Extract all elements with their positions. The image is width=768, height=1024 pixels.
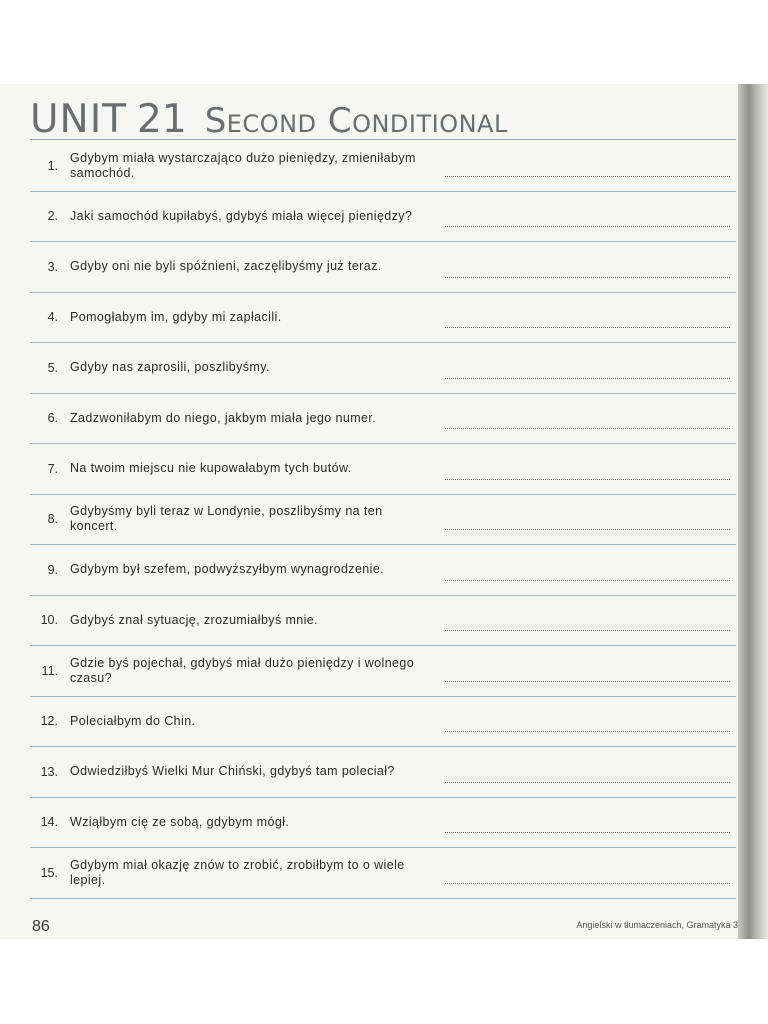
exercise-sentence: Gdybyś znał sytuację, zrozumiałbyś mnie. bbox=[70, 612, 319, 627]
exercise-sentence: Na twoim miejscu nie kupowałabym tych butów. bbox=[70, 461, 352, 476]
exercise-sentence: Jaki samochód kupiłabyś, gdybyś miała więcej pieniędzy? bbox=[70, 208, 413, 223]
exercise-number: 13. bbox=[40, 764, 58, 779]
exercise-number: 8. bbox=[47, 512, 58, 527]
exercise-number: 7. bbox=[47, 461, 58, 476]
exercise-number: 9. bbox=[47, 562, 58, 577]
page-number: 86 bbox=[32, 918, 50, 935]
exercise-row bbox=[30, 444, 736, 495]
exercise-sentence: Gdyby nas zaprosili, poszlibyśmy. bbox=[70, 360, 270, 375]
exercise-number: 10. bbox=[40, 613, 58, 628]
exercise-number: 3. bbox=[47, 259, 58, 274]
exercise-sentence: Gdzie byś pojechał, gdybyś miał dużo pieniędzy i wolnego czasu? bbox=[70, 655, 415, 685]
exercise-sentence: Gdybyśmy byli teraz w Londynie, poszlibyśmy na ten koncert. bbox=[70, 504, 383, 534]
exercise-row bbox=[30, 495, 736, 546]
answer-line bbox=[445, 327, 730, 328]
answer-line bbox=[445, 883, 730, 884]
exercise-number: 4. bbox=[47, 310, 58, 325]
answer-line bbox=[445, 681, 730, 682]
exercise-sentence: Zadzwoniłabym do niego, jakbym miała jego numer. bbox=[70, 410, 377, 425]
exercise-row bbox=[30, 293, 736, 344]
exercise-number: 5. bbox=[47, 360, 58, 375]
exercise-number: 1. bbox=[47, 158, 58, 173]
exercise-number: 14. bbox=[40, 815, 58, 830]
exercise-row bbox=[30, 343, 736, 394]
answer-line bbox=[445, 428, 730, 429]
unit-title bbox=[30, 98, 508, 142]
exercise-number: 2. bbox=[47, 209, 58, 224]
exercise-number: 12. bbox=[40, 714, 58, 729]
answer-line bbox=[445, 378, 730, 379]
exercise-row bbox=[30, 747, 736, 798]
exercise-row bbox=[30, 697, 736, 748]
exercise-sentence: Odwiedziłbyś Wielki Mur Chiński, gdybyś tam poleciał? bbox=[70, 764, 395, 779]
unit-word: UNIT bbox=[30, 97, 128, 142]
exercise-row bbox=[30, 394, 736, 445]
exercise-row bbox=[30, 242, 736, 293]
exercise-sentence: Poleciałbym do Chin. bbox=[70, 713, 196, 728]
exercise-sentence: Pomogłabym im, gdyby mi zapłacili. bbox=[70, 309, 282, 324]
exercise-row bbox=[30, 596, 736, 647]
exercise-sentence: Gdybym miał okazję znów to zrobić, zrobiłbym to o wiele lepiej. bbox=[70, 857, 405, 887]
answer-line bbox=[445, 630, 730, 631]
answer-line bbox=[445, 226, 730, 227]
answer-line bbox=[445, 782, 730, 783]
exercise-number: 11. bbox=[41, 663, 58, 678]
exercise-number: 15. bbox=[40, 865, 58, 880]
answer-line bbox=[445, 277, 730, 278]
answer-line bbox=[445, 176, 730, 177]
exercise-sentence: Wziąłbym cię ze sobą, gdybym mógł. bbox=[70, 814, 290, 829]
book-title: Angielski w tłumaczeniach, Gramatyka 3 bbox=[576, 920, 738, 930]
exercise-number: 6. bbox=[47, 411, 58, 426]
exercise-row bbox=[30, 141, 736, 192]
unit-name: Second Conditional bbox=[204, 101, 508, 141]
exercise-row bbox=[30, 646, 736, 697]
exercise-row bbox=[30, 798, 736, 849]
answer-line bbox=[445, 479, 730, 480]
answer-line bbox=[445, 580, 730, 581]
answer-line bbox=[445, 731, 730, 732]
exercise-list bbox=[30, 141, 736, 899]
answer-line bbox=[445, 529, 730, 530]
exercise-row bbox=[30, 192, 736, 243]
unit-number: 21 bbox=[137, 97, 187, 142]
exercise-sentence: Gdybym miała wystarczająco dużo pieniędzy, zmieniłabym samochód. bbox=[70, 150, 416, 180]
exercise-sentence: Gdyby oni nie byli spóźnieni, zaczęlibyśmy już teraz. bbox=[70, 259, 382, 274]
exercise-sentence: Gdybym był szefem, podwyższyłbym wynagrodzenie. bbox=[70, 562, 385, 577]
exercise-row bbox=[30, 848, 736, 899]
exercise-row bbox=[30, 545, 736, 596]
title-divider bbox=[30, 139, 736, 140]
answer-line bbox=[445, 832, 730, 833]
book-spine-shadow bbox=[738, 84, 768, 939]
